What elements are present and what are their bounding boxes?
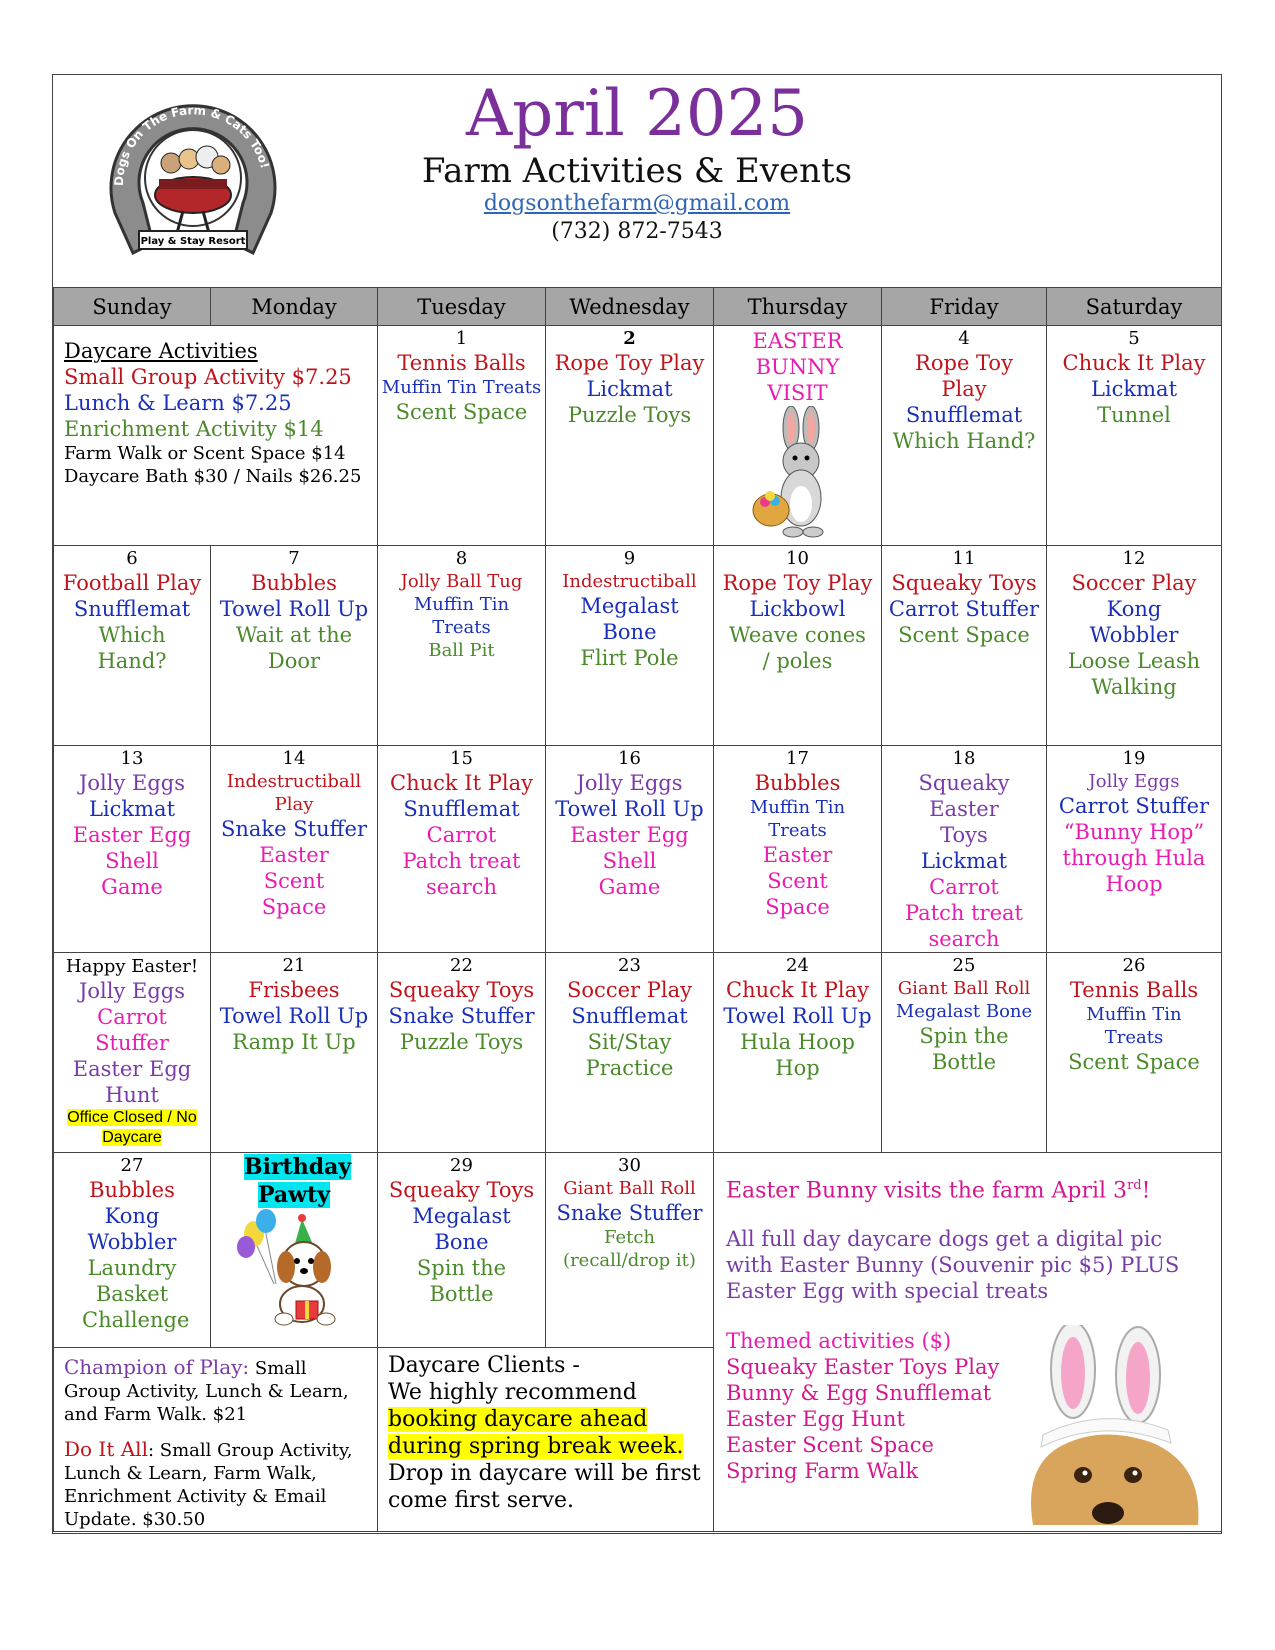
day-number: 2: [623, 328, 636, 349]
weekday-header-row: [54, 288, 1222, 326]
activity: Muffin Tin Treats: [1086, 1004, 1182, 1048]
day-number: 8: [455, 548, 468, 569]
activity: Lickbowl: [749, 597, 846, 621]
easter-bunny-info-box: [714, 1153, 1222, 1532]
activity: Kong Wobbler: [87, 1204, 177, 1254]
daycare-activities-cell: [54, 326, 378, 546]
day-number: 14: [282, 748, 306, 769]
daycare-item: Lunch & Learn $7.25: [64, 391, 292, 415]
activity: Soccer Play: [1071, 571, 1197, 595]
themed-item: Spring Farm Walk: [726, 1459, 919, 1484]
activity: Jolly Eggs: [78, 771, 186, 795]
daycare-clients-cell: [378, 1348, 714, 1532]
activity: Lickmat: [88, 797, 176, 821]
day-number: 9: [623, 548, 636, 569]
easter-bunny-visit-label: EASTER BUNNY VISIT: [752, 329, 843, 405]
do-it-all: Do It All: Small Group Activity, Lunch & Learn, Farm Walk, Enrichment Activity & Email Update. $30.50: [64, 1437, 353, 1530]
day-number: 12: [1122, 548, 1146, 569]
easter-bunny-icon: [743, 406, 853, 541]
day-cell-30: [546, 1153, 714, 1348]
activity: Fetch (recall/drop it): [563, 1227, 696, 1271]
day-cell-25: [882, 953, 1047, 1153]
day-number: 27: [120, 1155, 144, 1176]
activity: Snake Stuffer: [556, 1201, 703, 1225]
activity: Indestructiball: [562, 571, 697, 592]
activity: Spin the Bottle: [416, 1256, 507, 1306]
package-info-cell: [54, 1348, 378, 1532]
activity: Giant Ball Roll: [897, 978, 1031, 999]
activity: Easter Egg Shell Game: [72, 823, 192, 899]
weekday-tuesday: Tuesday: [378, 288, 546, 326]
activity: Squeaky Toys: [388, 978, 535, 1002]
week-row-2: [54, 546, 1222, 746]
activity: Carrot Patch treat search: [905, 875, 1023, 951]
activity: Soccer Play: [567, 978, 692, 1002]
clients-line: We highly recommend: [388, 1380, 637, 1405]
themed-item: Bunny & Egg Snufflemat: [726, 1381, 992, 1406]
weekday-thursday: Thursday: [714, 288, 882, 326]
day-number: 16: [618, 748, 641, 769]
calendar-page: [52, 74, 1222, 1534]
activity: Easter Scent Space: [259, 843, 329, 919]
day-cell-5: [1047, 326, 1222, 546]
day-cell-2: [546, 326, 714, 546]
office-closed-notice: Office Closed / No Daycare: [67, 1109, 197, 1146]
activity: Lickmat: [1090, 377, 1178, 401]
activity: Snufflemat: [905, 403, 1023, 427]
day-number: 22: [450, 955, 473, 976]
daycare-heading: Daycare Activities: [64, 339, 258, 363]
activity: Wait at the Door: [235, 623, 353, 673]
activity: Bubbles: [251, 571, 337, 595]
day-cell-21: [211, 953, 378, 1153]
activity: Easter Egg Hunt: [72, 1057, 192, 1107]
page-title: April 2025: [466, 77, 808, 151]
day-cell-6: [54, 546, 211, 746]
day-cell-1: [378, 326, 546, 546]
activity: Laundry Basket Challenge: [82, 1256, 190, 1332]
day-cell-4: [882, 326, 1047, 546]
day-number: 17: [786, 748, 809, 769]
day-cell-23: [546, 953, 714, 1153]
easter-box-heading: Easter Bunny visits the farm April 3rd!: [726, 1178, 1151, 1204]
activity: Snufflemat: [571, 1004, 688, 1028]
day-cell-19: [1047, 746, 1222, 953]
day-cell-14: [211, 746, 378, 953]
activity: Squeaky Easter Toys: [918, 771, 1010, 847]
dog-bunny-ears-icon: [1003, 1325, 1213, 1525]
day-number: 18: [952, 748, 976, 769]
activity: Which Hand?: [892, 429, 1036, 453]
day-number: 1: [455, 328, 468, 349]
activity: Muffin Tin Treats: [749, 797, 846, 841]
clients-highlight: booking daycare ahead during spring break week.: [388, 1407, 684, 1459]
day-cell-13: [54, 746, 211, 953]
activity: Frisbees: [248, 978, 340, 1002]
day-number: 19: [1122, 748, 1146, 769]
activity: Hula Hoop Hop: [740, 1030, 855, 1080]
activity: Ramp It Up: [232, 1030, 356, 1054]
day-number: 30: [618, 1155, 641, 1176]
easter-box-paragraph: All full day daycare dogs get a digital pic with Easter Bunny (Souvenir pic $5) PLUS Easter Egg with special treats: [726, 1227, 1180, 1304]
weekday-friday: Friday: [882, 288, 1047, 326]
clients-line: Drop in daycare will be first come first serve.: [388, 1461, 701, 1513]
day-cell-29: [378, 1153, 546, 1348]
day-cell-15: [378, 746, 546, 953]
activity: Rope Toy Play: [554, 351, 705, 375]
activity: Carrot Stuffer: [95, 1005, 169, 1055]
easter-greeting: Happy Easter!: [65, 956, 199, 977]
activity: Scent Space: [395, 400, 528, 424]
calendar-grid: [53, 287, 1222, 1532]
activity: Muffin Tin Treats: [413, 594, 510, 638]
week-row-5: [54, 1153, 1222, 1348]
activity: Lickmat: [920, 849, 1008, 873]
day-number: 5: [1128, 328, 1140, 349]
activity: Towel Roll Up: [219, 597, 369, 621]
day-cell-3: [714, 326, 882, 546]
day-cell-12: [1047, 546, 1222, 746]
themed-item: Easter Scent Space: [726, 1433, 934, 1458]
birthday-puppy-icon: [234, 1209, 354, 1329]
activity: Football Play: [62, 571, 202, 595]
activity: Squeaky Toys: [891, 571, 1037, 595]
day-cell-27: [54, 1153, 211, 1348]
weekday-saturday: Saturday: [1047, 288, 1222, 326]
day-number: 29: [450, 1155, 473, 1176]
activity: Carrot Patch treat search: [402, 823, 521, 899]
page-subtitle: Farm Activities & Events: [421, 151, 853, 191]
activity: Scent Space: [898, 623, 1030, 647]
activity: Snufflemat: [73, 597, 191, 621]
day-cell-17: [714, 746, 882, 953]
day-cell-26: [1047, 953, 1222, 1153]
activity: Jolly Ball Tug: [400, 571, 523, 592]
day-cell-10: [714, 546, 882, 746]
weekday-monday: Monday: [211, 288, 378, 326]
day-number: 7: [288, 548, 300, 569]
week-row-1: [54, 326, 1222, 546]
activity: Snufflemat: [403, 797, 520, 821]
activity: Kong Wobbler: [1089, 597, 1179, 647]
day-number: 23: [618, 955, 641, 976]
activity: Puzzle Toys: [567, 403, 692, 427]
day-number: 24: [786, 955, 809, 976]
daycare-item: Daycare Bath $30 / Nails $26.25: [64, 466, 362, 487]
daycare-item: Enrichment Activity $14: [64, 417, 324, 441]
activity: Jolly Eggs: [78, 979, 186, 1003]
activity: Snake Stuffer: [221, 817, 367, 841]
phone-number: (732) 872-7543: [551, 219, 723, 244]
day-number: 26: [1122, 955, 1146, 976]
activity: Weave cones / poles: [729, 623, 866, 673]
activity: Rope Toy Play: [915, 351, 1013, 401]
activity: Chuck It Play: [726, 978, 869, 1002]
activity: Carrot Stuffer: [888, 597, 1040, 621]
day-number: 10: [786, 548, 809, 569]
activity: Squeaky Toys: [388, 1178, 535, 1202]
day-cell-20: [54, 953, 211, 1153]
day-number: 25: [952, 955, 976, 976]
day-cell-18: [882, 746, 1047, 953]
activity: Towel Roll Up: [219, 1004, 369, 1028]
activity: Flirt Pole: [580, 646, 679, 670]
activity: Towel Roll Up: [555, 797, 704, 821]
day-number: 11: [952, 548, 976, 569]
daycare-item: Small Group Activity $7.25: [64, 365, 352, 389]
activity: Tennis Balls: [397, 351, 526, 375]
day-cell-7: [211, 546, 378, 746]
themed-heading: Themed activities ($): [726, 1329, 952, 1354]
activity: Giant Ball Roll: [563, 1178, 696, 1199]
activity: Bubbles: [89, 1178, 175, 1202]
activity: Which Hand?: [97, 623, 167, 673]
day-cell-24: [714, 953, 882, 1153]
calendar-header: [53, 75, 1221, 287]
activity: Megalast Bone: [895, 1001, 1033, 1022]
activity: Tennis Balls: [1069, 978, 1199, 1002]
activity: Puzzle Toys: [399, 1030, 524, 1054]
day-number: 4: [958, 328, 970, 349]
day-number: 6: [126, 548, 138, 569]
activity: Scent Space: [1068, 1050, 1200, 1074]
activity: Ball Pit: [428, 640, 495, 661]
day-number: 13: [120, 748, 144, 769]
activity: Chuck It Play: [390, 771, 533, 795]
birthday-pawty-label: Birthday Pawty: [244, 1154, 352, 1208]
weekday-wednesday: Wednesday: [546, 288, 714, 326]
day-cell-8: [378, 546, 546, 746]
activity: Rope Toy Play: [722, 571, 873, 595]
activity: Jolly Eggs: [576, 771, 683, 795]
logo-ring-text: Dogs On The Farm & Cats Too!: [111, 103, 273, 187]
themed-item: Squeaky Easter Toys Play: [726, 1355, 1000, 1380]
day-cell-11: [882, 546, 1047, 746]
day-cell-28: [211, 1153, 378, 1348]
day-cell-22: [378, 953, 546, 1153]
activity: Indestructiball Play: [226, 771, 362, 815]
themed-item: Easter Egg Hunt: [726, 1407, 905, 1432]
email-link[interactable]: dogsonthefarm@gmail.com: [483, 191, 791, 216]
activity: Jolly Eggs: [1088, 771, 1180, 792]
activity: Easter Egg Shell Game: [570, 823, 689, 899]
activity: Carrot Stuffer: [1058, 794, 1210, 818]
activity: Tunnel: [1097, 403, 1171, 427]
activity: Megalast Bone: [412, 1204, 511, 1254]
day-cell-9: [546, 546, 714, 746]
activity: Sit/Stay Practice: [585, 1030, 674, 1080]
week-row-4: [54, 953, 1222, 1153]
activity: Spin the Bottle: [919, 1024, 1009, 1074]
day-number: 15: [450, 748, 473, 769]
activity: Snake Stuffer: [388, 1004, 535, 1028]
activity: Megalast Bone: [580, 594, 679, 644]
activity: Towel Roll Up: [723, 1004, 872, 1028]
activity: Chuck It Play: [1062, 351, 1206, 375]
activity: Easter Scent Space: [762, 843, 833, 919]
logo-banner: Play & Stay Resort: [140, 236, 246, 247]
weekday-sunday: Sunday: [54, 288, 211, 326]
activity: “Bunny Hop” through Hula Hoop: [1062, 820, 1206, 896]
clients-line: Daycare Clients -: [388, 1353, 580, 1378]
activity: Bubbles: [754, 771, 841, 795]
activity: Lickmat: [586, 377, 673, 401]
activity: Muffin Tin Treats: [381, 377, 542, 398]
week-row-3: [54, 746, 1222, 953]
activity: Loose Leash Walking: [1067, 649, 1201, 699]
daycare-item: Farm Walk or Scent Space $14: [64, 443, 346, 464]
day-number: 21: [282, 955, 306, 976]
day-cell-16: [546, 746, 714, 953]
champion-of-play: Champion of Play: Small Group Activity, Lunch & Learn, and Farm Walk. $21: [64, 1355, 349, 1425]
